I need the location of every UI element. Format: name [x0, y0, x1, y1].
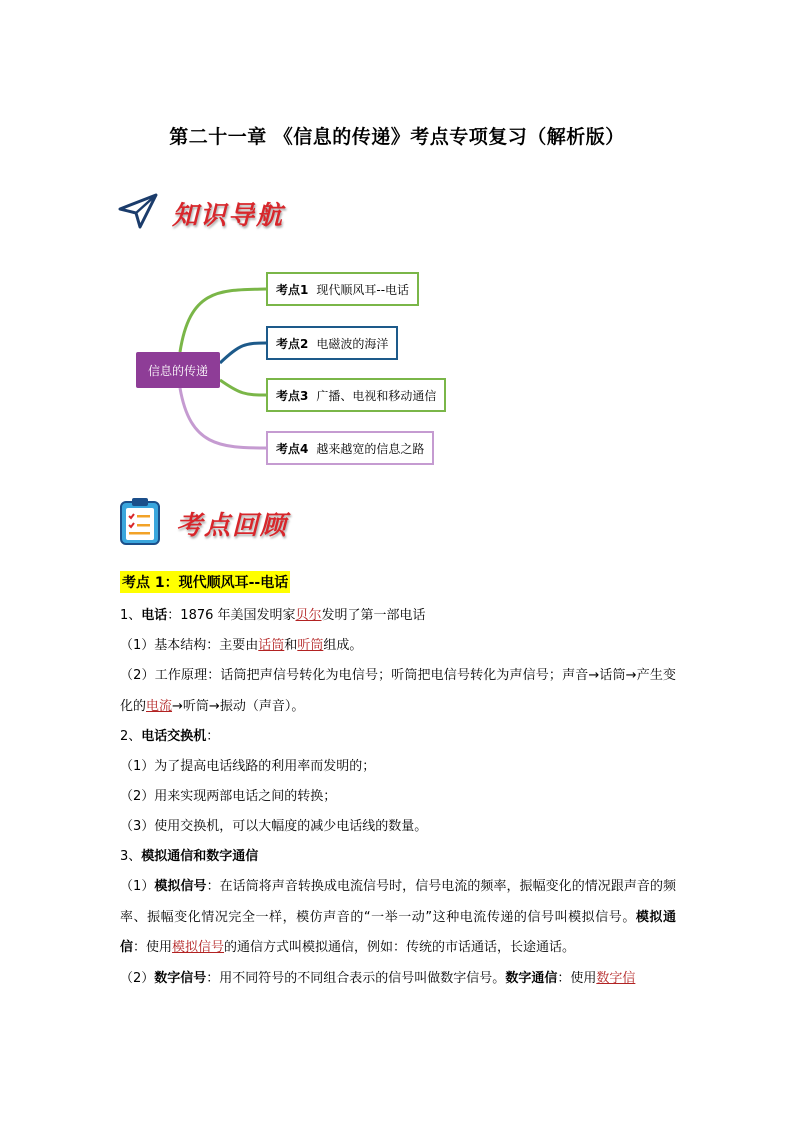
item-number: 1、 [120, 608, 142, 623]
term: 模拟通信 [120, 909, 676, 955]
underlined-answer: 数字信 [596, 970, 636, 986]
mind-map-node-4 [266, 431, 434, 465]
mind-map [130, 268, 490, 468]
underlined-answer: 听筒 [297, 638, 324, 653]
text: 和 [284, 638, 298, 653]
underlined-answer: 贝尔 [295, 608, 322, 623]
term: 电话交换机 [141, 729, 207, 744]
underlined-answer: 电流 [146, 698, 173, 714]
text: ：使用 [133, 940, 173, 955]
term: 电话 [141, 608, 168, 623]
text: 发明了第一部电话 [321, 608, 426, 623]
section-heading: 考点 1：现代顺风耳--电话 [120, 571, 290, 593]
text: （2）工作原理：话筒把声信号转化为电信号；听筒把电信号转化为声信号；声音→话筒→产生变化的 [120, 668, 676, 714]
item-number: 3、 [120, 849, 142, 864]
paragraph-switchboard [120, 722, 676, 752]
text: ：在话筒将声音转换成电流信号时，信号电流的频率，振幅变化的情况跟声音的频率、振幅变化情况完全一样，模仿声音的“一举一动”这种电流传递的信号叫模拟信号。 [120, 879, 676, 925]
paragraph-analog-digital [120, 842, 676, 872]
text: 组成。 [323, 638, 363, 653]
clipboard-checklist-icon [118, 496, 162, 550]
review-title: 考点回顾 [176, 510, 289, 541]
text: →听筒→振动（声音）。 [172, 698, 305, 714]
underlined-answer: 模拟信号 [172, 940, 225, 955]
list-item: （2）用来实现两部电话之间的转换； [120, 789, 337, 804]
node-label: 广播、电视和移动通信 [316, 388, 437, 403]
list-item: （1）为了提高电话线路的利用率而发明的； [120, 759, 376, 774]
paragraph-telephone [120, 601, 676, 631]
paragraph-principle [120, 661, 676, 722]
mind-map-center: 信息的传递 [136, 352, 220, 388]
mind-map-node-3 [266, 378, 446, 412]
paragraph-digital-signal [120, 964, 676, 994]
knowledge-nav-banner [118, 193, 284, 233]
text: （2） [120, 970, 155, 986]
content-body [120, 571, 676, 994]
paragraph-analog-signal [120, 872, 676, 964]
node-number: 考点2 [276, 336, 309, 351]
text: （1） [120, 879, 155, 894]
list-item: （3）使用交换机，可以大幅度的减少电话线的数量。 [120, 819, 428, 834]
node-label: 电磁波的海洋 [316, 336, 389, 351]
text: ： [206, 729, 220, 744]
item-number: 2、 [120, 729, 142, 744]
text: 的通信方式叫模拟通信，例如：传统的市话通话，长途通话。 [224, 940, 576, 955]
text: ：用不同符号的不同组合表示的信号叫做数字信号。 [206, 970, 506, 986]
node-number: 考点4 [276, 441, 309, 456]
node-label: 越来越宽的信息之路 [316, 441, 425, 456]
text: ：1876 年美国发明家 [167, 608, 296, 623]
underlined-answer: 话筒 [258, 638, 285, 653]
mind-map-node-2 [266, 326, 398, 360]
text: （1）基本结构：主要由 [120, 638, 259, 653]
node-number: 考点1 [276, 282, 309, 297]
mind-map-node-1 [266, 272, 419, 306]
paper-plane-icon [118, 193, 158, 233]
paragraph-structure [120, 631, 676, 661]
term: 模拟通信和数字通信 [141, 849, 259, 864]
review-banner [118, 496, 288, 550]
text: ：使用 [557, 970, 597, 986]
node-label: 现代顺风耳--电话 [316, 282, 410, 297]
term: 数字信号 [154, 970, 207, 986]
term: 模拟信号 [154, 879, 207, 894]
term: 数字通信 [505, 970, 558, 986]
knowledge-nav-title: 知识导航 [172, 200, 285, 231]
node-number: 考点3 [276, 388, 309, 403]
page-title: 第二十一章 《信息的传递》考点专项复习（解析版） [169, 126, 625, 148]
